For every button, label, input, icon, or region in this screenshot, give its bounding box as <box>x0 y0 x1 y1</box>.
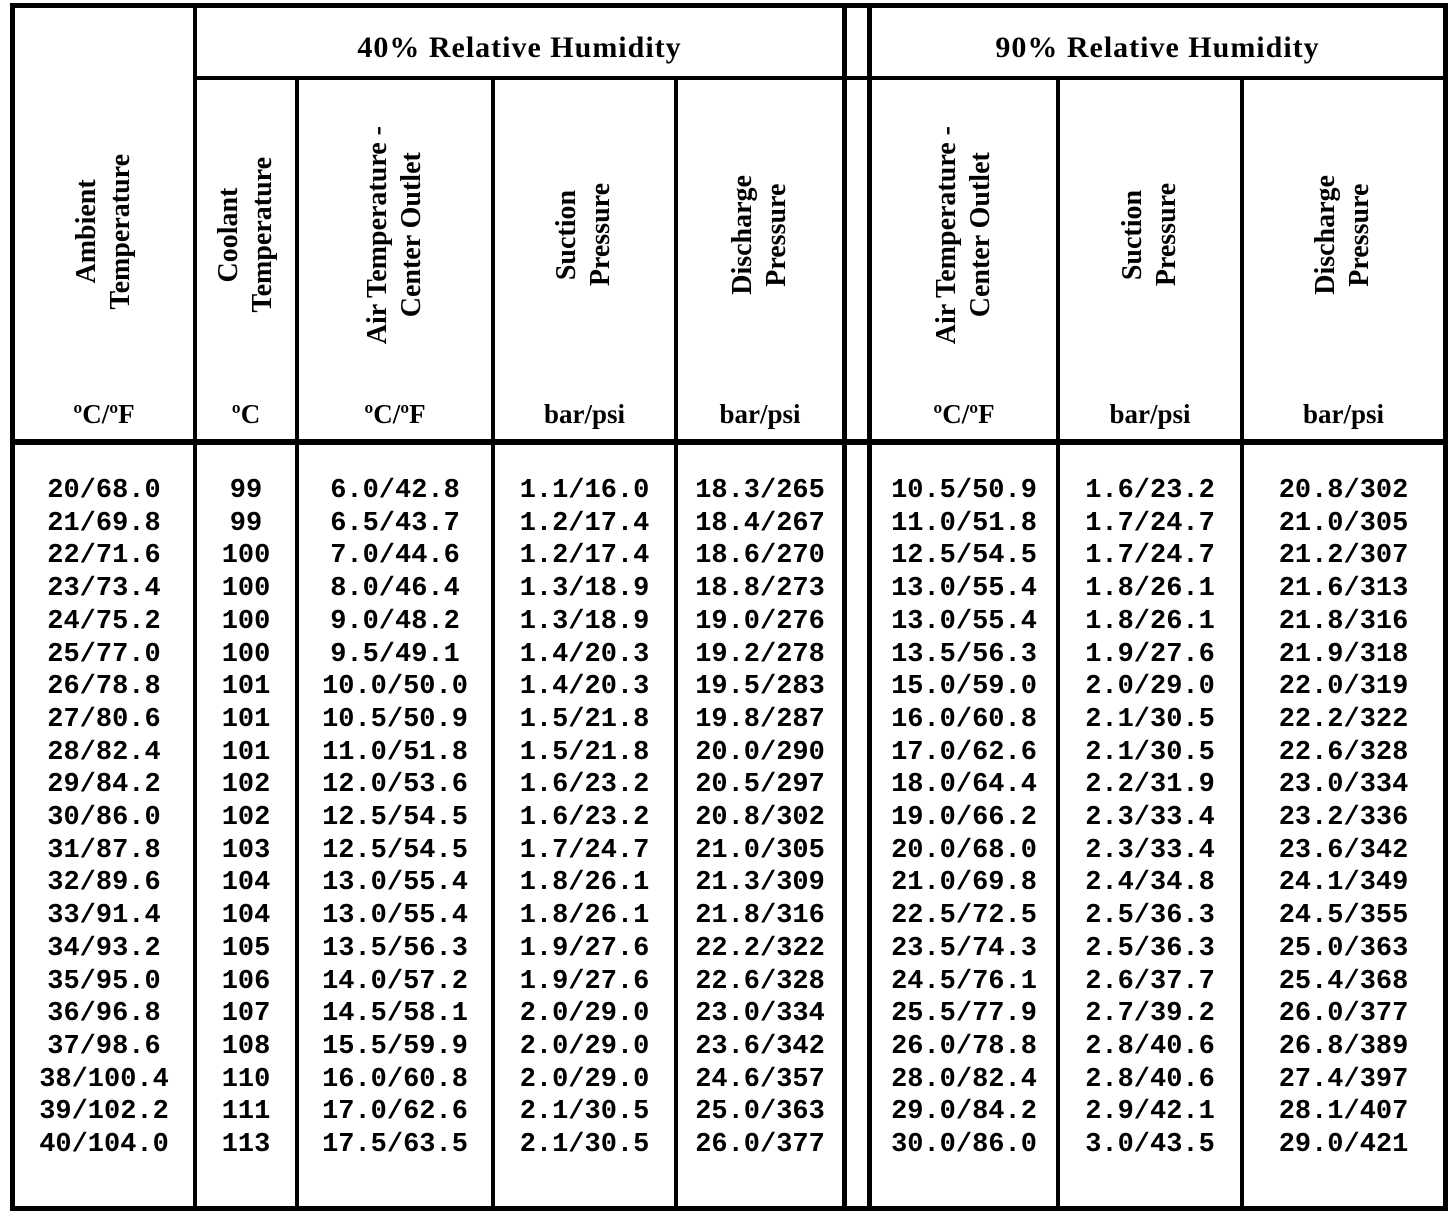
discharge40-label-line2: Pressure <box>761 183 792 287</box>
unit-coolant-temperature: ºC <box>193 390 295 445</box>
table-cell-value: 10.5/50.9 <box>322 704 468 735</box>
table-cell-value: 35/95.0 <box>47 966 161 997</box>
table-cell-value: 2.1/30.5 <box>1085 704 1215 735</box>
data-column-air-temperature-40 <box>295 445 491 1206</box>
air90-label-line2: Center Outlet <box>965 152 996 318</box>
table-cell-value: 22.6/328 <box>695 966 825 997</box>
table-cell-value: 13.0/55.4 <box>891 574 1037 605</box>
table-cell-value: 26/78.8 <box>47 672 161 703</box>
data-column-suction-pressure-40 <box>491 445 674 1206</box>
table-cell-value: 21.0/69.8 <box>891 868 1037 899</box>
unit-air-temperature-40: ºC/ºF <box>295 390 491 445</box>
table-cell-value: 1.1/16.0 <box>519 476 650 506</box>
table-cell-value: 29.0/421 <box>1278 1130 1409 1161</box>
table-cell-value: 1.8/26.1 <box>519 868 650 899</box>
data-column-coolant-temperature <box>193 445 295 1206</box>
table-cell-value: 16.0/60.8 <box>891 704 1037 735</box>
table-cell-value: 21.8/316 <box>695 901 825 932</box>
table-cell-value: 36/96.8 <box>47 999 161 1030</box>
table-cell-value: 23.0/334 <box>695 999 825 1030</box>
column-header-discharge-pressure-40 <box>674 80 842 390</box>
table-cell-value: 19.2/278 <box>695 639 825 670</box>
discharge40-label-line1: Discharge <box>726 175 758 295</box>
table-cell-value: 25.4/368 <box>1278 966 1409 997</box>
table-cell-value: 2.5/36.3 <box>1085 901 1215 932</box>
table-cell-value: 28.1/407 <box>1278 1097 1409 1128</box>
table-cell-value: 2.0/29.0 <box>519 1064 650 1095</box>
unit-ambient-temperature: ºC/ºF <box>15 390 193 445</box>
table-cell-value: 19.8/287 <box>695 704 825 735</box>
table-cell-value: 2.1/30.5 <box>519 1097 650 1128</box>
coolant-label-line2: Temperature <box>247 157 278 313</box>
table-cell-value: 104 <box>221 901 271 932</box>
table-cell-value: 2.2/31.9 <box>1085 770 1215 801</box>
table-cell-value: 37/98.6 <box>47 1031 161 1062</box>
table-cell-value: 13.5/56.3 <box>322 933 468 964</box>
table-cell-value: 18.4/267 <box>695 508 825 539</box>
table-cell-value: 108 <box>221 1031 271 1062</box>
table-cell-value: 21.6/313 <box>1278 574 1409 605</box>
table-cell-value: 23/73.4 <box>47 574 161 605</box>
section-header-90-label: 90% Relative Humidity <box>995 31 1320 64</box>
table-cell-value: 23.5/74.3 <box>891 933 1037 964</box>
table-cell-value: 1.8/26.1 <box>519 901 650 932</box>
table-cell-value: 8.0/46.4 <box>330 574 460 605</box>
table-cell-value: 99 <box>229 508 263 539</box>
table-cell-value: 1.6/23.2 <box>1085 476 1215 506</box>
table-cell-value: 22.5/72.5 <box>891 901 1037 932</box>
table-cell-value: 20/68.0 <box>47 476 161 506</box>
table-cell-value: 21.8/316 <box>1278 606 1409 637</box>
table-cell-value: 2.1/30.5 <box>1085 737 1215 768</box>
table-cell-value: 29.0/84.2 <box>891 1097 1037 1128</box>
section-separator-top <box>842 8 872 80</box>
air40-label-line2: Center Outlet <box>396 152 427 318</box>
suction90-label-line2: Pressure <box>1151 183 1182 287</box>
table-cell-value: 22.6/328 <box>1278 737 1409 768</box>
table-cell-value: 20.8/302 <box>1278 476 1409 506</box>
table-cell-value: 99 <box>229 476 263 506</box>
table-cell-value: 1.2/17.4 <box>519 508 650 539</box>
table-cell-value: 101 <box>221 704 271 735</box>
table-cell-value: 110 <box>221 1064 271 1095</box>
table-cell-value: 1.3/18.9 <box>519 574 650 605</box>
column-header-air-temperature-40 <box>295 80 491 390</box>
table-cell-value: 24.5/76.1 <box>891 966 1037 997</box>
suction40-label-line2: Pressure <box>585 183 617 287</box>
table-cell-value: 12.0/53.6 <box>322 770 468 801</box>
table-cell-value: 9.5/49.1 <box>330 639 460 670</box>
table-cell-value: 23.2/336 <box>1278 803 1409 834</box>
table-cell-value: 2.3/33.4 <box>1085 803 1215 834</box>
suction90-label-line1: Suction <box>1116 189 1148 281</box>
column-header-discharge-pressure-90 <box>1240 80 1443 390</box>
table-cell-value: 12.5/54.5 <box>322 835 468 866</box>
table-cell-value: 33/91.4 <box>47 901 161 932</box>
table-cell-value: 19.5/283 <box>695 672 825 703</box>
table-cell-value: 2.5/36.3 <box>1085 933 1215 964</box>
air90-label-line1: Air Temperature - <box>930 125 962 345</box>
table-cell-value: 19.0/276 <box>695 606 825 637</box>
column-header-suction-pressure-90 <box>1056 80 1240 390</box>
table-cell-value: 14.5/58.1 <box>322 999 468 1030</box>
table-cell-value: 21.9/318 <box>1278 639 1409 670</box>
data-column-suction-pressure-90 <box>1056 445 1240 1206</box>
table-cell-value: 26.0/377 <box>695 1130 825 1161</box>
table-cell-value: 21.0/305 <box>695 835 825 866</box>
coolant-label-line1: Coolant <box>212 187 244 283</box>
table-cell-value: 1.7/24.7 <box>519 835 650 866</box>
table-cell-value: 24/75.2 <box>47 606 161 637</box>
table-cell-value: 22/71.6 <box>47 541 161 572</box>
table-cell-value: 2.0/29.0 <box>519 999 650 1030</box>
table-cell-value: 17.0/62.6 <box>322 1097 468 1128</box>
table-cell-value: 17.0/62.6 <box>891 737 1037 768</box>
table-cell-value: 1.4/20.3 <box>519 672 650 703</box>
table-cell-value: 21.2/307 <box>1278 541 1409 572</box>
column-header-suction-pressure-40 <box>491 80 674 390</box>
table-cell-value: 24.5/355 <box>1278 901 1409 932</box>
table-cell-value: 13.0/55.4 <box>322 868 468 899</box>
table-cell-value: 1.9/27.6 <box>519 933 650 964</box>
table-cell-value: 15.5/59.9 <box>322 1031 468 1062</box>
table-cell-value: 101 <box>221 737 271 768</box>
ac-performance-table <box>10 3 1448 1211</box>
ambient-label-line2: Temperature <box>105 154 136 310</box>
table-cell-value: 106 <box>221 966 271 997</box>
table-cell-value: 31/87.8 <box>47 835 161 866</box>
table-cell-value: 24.1/349 <box>1278 868 1409 899</box>
table-cell-value: 22.2/322 <box>695 933 825 964</box>
table-cell-value: 103 <box>221 835 271 866</box>
table-cell-value: 2.3/33.4 <box>1085 835 1215 866</box>
table-cell-value: 13.0/55.4 <box>891 606 1037 637</box>
table-cell-value: 10.5/50.9 <box>891 476 1037 506</box>
suction40-label-line1: Suction <box>551 189 583 281</box>
table-cell-value: 2.9/42.1 <box>1085 1097 1215 1128</box>
table-cell-value: 28/82.4 <box>47 737 161 768</box>
column-header-coolant-temperature <box>193 80 295 390</box>
table-cell-value: 26.8/389 <box>1278 1031 1409 1062</box>
table-cell-value: 20.0/68.0 <box>891 835 1037 866</box>
table-cell-value: 14.0/57.2 <box>322 966 468 997</box>
table-cell-value: 25.0/363 <box>695 1097 825 1128</box>
table-cell-value: 1.9/27.6 <box>519 966 650 997</box>
table-cell-value: 2.4/34.8 <box>1085 868 1215 899</box>
table-cell-value: 100 <box>221 606 271 637</box>
table-cell-value: 1.2/17.4 <box>519 541 650 572</box>
table-cell-value: 9.0/48.2 <box>330 606 460 637</box>
table-cell-value: 100 <box>221 639 271 670</box>
table-cell-value: 113 <box>221 1130 271 1161</box>
table-cell-value: 11.0/51.8 <box>891 508 1037 539</box>
table-cell-value: 1.7/24.7 <box>1085 541 1215 572</box>
section-header-40-percent-humidity <box>193 8 842 80</box>
table-cell-value: 10.0/50.0 <box>322 672 468 703</box>
table-cell-value: 25.0/363 <box>1278 933 1409 964</box>
section-separator-labels <box>842 80 872 390</box>
table-cell-value: 23.0/334 <box>1278 770 1409 801</box>
table-cell-value: 25.5/77.9 <box>891 999 1037 1030</box>
table-cell-value: 100 <box>221 574 271 605</box>
table-cell-value: 1.5/21.8 <box>519 737 650 768</box>
table-cell-value: 1.6/23.2 <box>519 803 650 834</box>
table-cell-value: 100 <box>221 541 271 572</box>
table-cell-value: 1.3/18.9 <box>519 606 650 637</box>
table-cell-value: 2.7/39.2 <box>1085 999 1215 1030</box>
unit-air-temperature-90: ºC/ºF <box>872 390 1056 445</box>
section-separator-data <box>842 445 872 1206</box>
table-cell-value: 102 <box>221 803 271 834</box>
table-cell-value: 23.6/342 <box>1278 835 1409 866</box>
column-header-air-temperature-90 <box>872 80 1056 390</box>
table-cell-value: 22.2/322 <box>1278 704 1409 735</box>
table-cell-value: 1.4/20.3 <box>519 639 650 670</box>
section-header-40-label: 40% Relative Humidity <box>357 31 682 64</box>
table-cell-value: 1.6/23.2 <box>519 770 650 801</box>
table-cell-value: 1.8/26.1 <box>1085 606 1215 637</box>
table-cell-value: 20.0/290 <box>695 737 825 768</box>
table-cell-value: 32/89.6 <box>47 868 161 899</box>
table-cell-value: 6.0/42.8 <box>330 476 460 506</box>
table-cell-value: 18.0/64.4 <box>891 770 1037 801</box>
table-cell-value: 11.0/51.8 <box>322 737 468 768</box>
table-cell-value: 2.8/40.6 <box>1085 1064 1215 1095</box>
table-cell-value: 23.6/342 <box>695 1031 825 1062</box>
table-cell-value: 1.5/21.8 <box>519 704 650 735</box>
table-cell-value: 21.0/305 <box>1278 508 1409 539</box>
table-cell-value: 3.0/43.5 <box>1085 1130 1215 1161</box>
table-cell-value: 7.0/44.6 <box>330 541 460 572</box>
section-header-90-percent-humidity <box>872 8 1443 80</box>
table-cell-value: 22.0/319 <box>1278 672 1409 703</box>
table-cell-value: 28.0/82.4 <box>891 1064 1037 1095</box>
table-cell-value: 19.0/66.2 <box>891 803 1037 834</box>
table-cell-value: 2.0/29.0 <box>519 1031 650 1062</box>
table-cell-value: 39/102.2 <box>39 1097 169 1128</box>
discharge90-label-line1: Discharge <box>1310 175 1342 295</box>
table-cell-value: 27/80.6 <box>47 704 161 735</box>
table-cell-value: 12.5/54.5 <box>322 803 468 834</box>
air40-label-line1: Air Temperature - <box>361 125 393 345</box>
column-header-ambient-temperature <box>15 8 193 390</box>
discharge90-label-line2: Pressure <box>1344 183 1376 287</box>
table-cell-value: 104 <box>221 868 271 899</box>
table-cell-value: 38/100.4 <box>39 1064 169 1095</box>
table-cell-value: 107 <box>221 999 271 1030</box>
table-cell-value: 111 <box>221 1097 271 1128</box>
table-cell-value: 20.8/302 <box>695 803 825 834</box>
table-cell-value: 26.0/377 <box>1278 999 1409 1030</box>
table-cell-value: 24.6/357 <box>695 1064 825 1095</box>
data-column-discharge-pressure-90 <box>1240 445 1443 1206</box>
table-cell-value: 6.5/43.7 <box>330 508 460 539</box>
table-cell-value: 30.0/86.0 <box>891 1130 1037 1161</box>
table-cell-value: 15.0/59.0 <box>891 672 1037 703</box>
section-separator-units <box>842 390 872 445</box>
table-cell-value: 102 <box>221 770 271 801</box>
table-cell-value: 1.8/26.1 <box>1085 574 1215 605</box>
data-column-ambient-temperature <box>15 445 193 1206</box>
table-cell-value: 105 <box>221 933 271 964</box>
table-cell-value: 27.4/397 <box>1278 1064 1409 1095</box>
table-cell-value: 18.3/265 <box>695 476 825 506</box>
table-cell-value: 16.0/60.8 <box>322 1064 468 1095</box>
table-cell-value: 2.1/30.5 <box>519 1130 650 1161</box>
table-cell-value: 25/77.0 <box>47 639 161 670</box>
table-cell-value: 29/84.2 <box>47 770 161 801</box>
unit-discharge-pressure-40: bar/psi <box>674 390 842 445</box>
table-cell-value: 21/69.8 <box>47 508 161 539</box>
table-cell-value: 1.9/27.6 <box>1085 639 1215 670</box>
table-cell-value: 30/86.0 <box>47 803 161 834</box>
data-column-discharge-pressure-40 <box>674 445 842 1206</box>
data-column-air-temperature-90 <box>872 445 1056 1206</box>
table-cell-value: 20.5/297 <box>695 770 825 801</box>
table-cell-value: 34/93.2 <box>47 933 161 964</box>
table-cell-value: 40/104.0 <box>39 1130 169 1161</box>
ambient-label-line1: Ambient <box>70 179 102 285</box>
table-cell-value: 13.5/56.3 <box>891 639 1037 670</box>
table-cell-value: 26.0/78.8 <box>891 1031 1037 1062</box>
table-cell-value: 12.5/54.5 <box>891 541 1037 572</box>
table-cell-value: 21.3/309 <box>695 868 825 899</box>
table-cell-value: 2.8/40.6 <box>1085 1031 1215 1062</box>
table-cell-value: 2.6/37.7 <box>1085 966 1215 997</box>
table-cell-value: 18.6/270 <box>695 541 825 572</box>
table-cell-value: 1.7/24.7 <box>1085 508 1215 539</box>
unit-discharge-pressure-90: bar/psi <box>1240 390 1443 445</box>
table-cell-value: 13.0/55.4 <box>322 901 468 932</box>
table-cell-value: 2.0/29.0 <box>1085 672 1215 703</box>
table-cell-value: 101 <box>221 672 271 703</box>
unit-suction-pressure-40: bar/psi <box>491 390 674 445</box>
unit-suction-pressure-90: bar/psi <box>1056 390 1240 445</box>
table-cell-value: 17.5/63.5 <box>322 1130 468 1161</box>
table-cell-value: 18.8/273 <box>695 574 825 605</box>
